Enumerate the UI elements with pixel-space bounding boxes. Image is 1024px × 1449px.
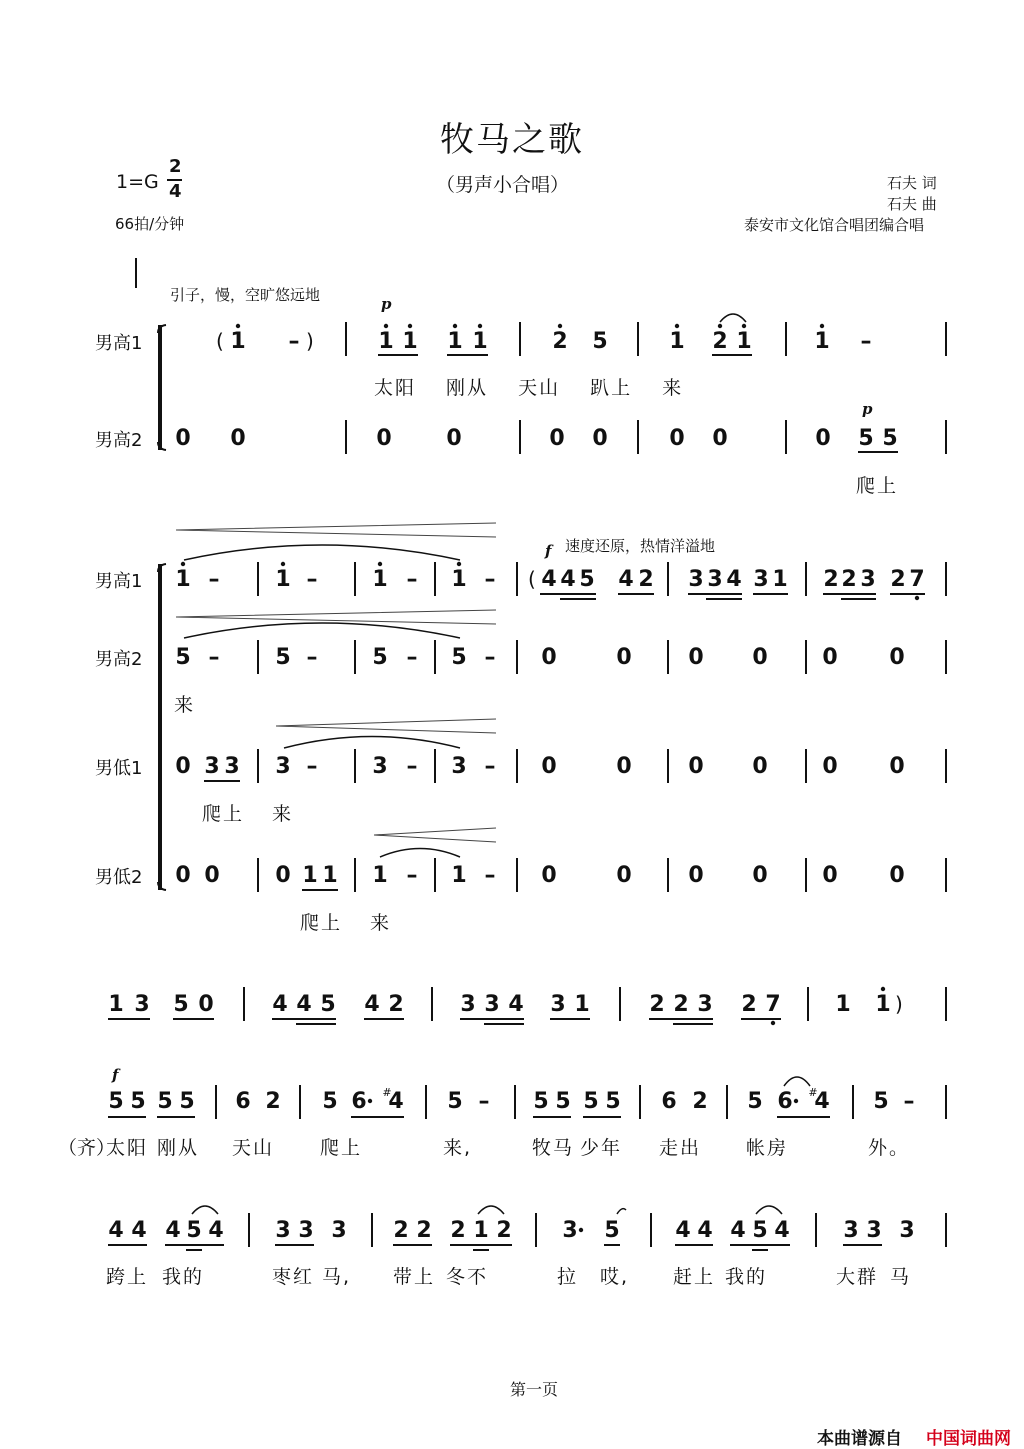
slur <box>756 1206 782 1214</box>
note: 4 <box>726 567 742 592</box>
note: 5 <box>592 329 608 354</box>
note: 4 <box>364 992 380 1017</box>
lyric: 牧马 <box>532 1137 575 1159</box>
note: 5 <box>372 645 388 670</box>
note: 2 <box>552 329 568 354</box>
note: 3 <box>331 1218 347 1243</box>
note: 0 <box>175 863 191 888</box>
slur <box>478 1206 504 1214</box>
paren: ( <box>528 567 536 591</box>
octave-dot <box>742 324 746 328</box>
tie <box>184 545 460 560</box>
note: 5 <box>873 1089 889 1114</box>
note: 4 <box>618 567 634 592</box>
paren: ) <box>306 329 314 353</box>
note: 1 <box>835 992 851 1017</box>
tempo: 66拍/分钟 <box>115 215 185 233</box>
octave-dot <box>181 562 185 566</box>
octave-dot <box>453 324 457 328</box>
note: 0 <box>549 426 565 451</box>
note: 5 <box>157 1089 173 1114</box>
note: 1 <box>669 329 685 354</box>
lyric: 来, <box>443 1137 473 1159</box>
note: 1 <box>175 567 191 592</box>
note: 5 <box>175 645 191 670</box>
note: 2 <box>712 329 728 354</box>
tie <box>380 849 460 858</box>
note: 0 <box>616 754 632 779</box>
note: 5 <box>583 1089 599 1114</box>
note: 3 <box>899 1218 915 1243</box>
note: 0 <box>712 426 728 451</box>
note: 1 <box>322 863 338 888</box>
note: 3 <box>753 567 769 592</box>
note: 0 <box>822 754 838 779</box>
aug-dot <box>368 1099 372 1103</box>
note: 0 <box>175 426 191 451</box>
note: 6 <box>777 1089 793 1114</box>
lyric: 我的 <box>162 1266 205 1288</box>
octave-dot <box>881 987 885 991</box>
note: 2 <box>638 567 654 592</box>
note: 1 <box>372 863 388 888</box>
note: 1 <box>230 329 246 354</box>
note: 0 <box>541 863 557 888</box>
note: 5 <box>186 1218 202 1243</box>
note: 4 <box>208 1218 224 1243</box>
note: 5 <box>320 992 336 1017</box>
note: 0 <box>230 426 246 451</box>
note: 4 <box>508 992 524 1017</box>
lyrics-line: 爬上 <box>202 803 245 825</box>
voice-label-tenor1: 男高1 <box>95 571 143 592</box>
note: 4 <box>388 1089 404 1114</box>
note: 5 <box>130 1089 146 1114</box>
arranger: 泰安市文化馆合唱团编合唱 <box>744 216 925 234</box>
lyric: 马, <box>322 1266 352 1288</box>
note: 4 <box>108 1218 124 1243</box>
crescendo-hairpin <box>374 828 496 842</box>
note: 4 <box>560 567 576 592</box>
source-label: 本曲谱源自 <box>817 1429 902 1449</box>
note: 0 <box>822 863 838 888</box>
lyric: 我的 <box>725 1266 768 1288</box>
note: 1 <box>372 567 388 592</box>
lyric: 赶上 <box>673 1266 716 1288</box>
unison-mark: （齐） <box>58 1137 116 1159</box>
crescendo-hairpin <box>276 719 496 733</box>
note: 1 <box>378 329 394 354</box>
direction-tempo: 速度还原，热情洋溢地 <box>565 537 716 555</box>
note: 1 <box>772 567 788 592</box>
note: 1 <box>108 992 124 1017</box>
note: 2 <box>388 992 404 1017</box>
lyrics-line: 来 <box>174 694 196 716</box>
lyricist: 石夫 词 <box>887 174 937 192</box>
note: 6 <box>351 1089 367 1114</box>
lyrics-line: 太阳 刚从 天山 趴上 来 <box>374 377 684 399</box>
slur <box>784 1077 810 1086</box>
note: 7 <box>765 992 781 1017</box>
dash: – <box>406 863 418 888</box>
lyric: 外。 <box>868 1137 911 1159</box>
lyric: 少年 <box>580 1137 623 1159</box>
note: 2 <box>265 1089 281 1114</box>
dash: – <box>484 645 496 670</box>
dash: – <box>478 1089 490 1114</box>
note: 4 <box>697 1218 713 1243</box>
dash: – <box>306 567 318 592</box>
note: 3 <box>275 1218 291 1243</box>
note: 5 <box>173 992 189 1017</box>
note: 5 <box>605 1089 621 1114</box>
note: 2 <box>416 1218 432 1243</box>
note: 1 <box>302 863 318 888</box>
note: 5 <box>882 426 898 451</box>
glide-mark <box>617 1209 626 1214</box>
note: 6 <box>235 1089 251 1114</box>
paren: ) <box>895 992 903 1016</box>
note: 5 <box>179 1089 195 1114</box>
note: 4 <box>272 992 288 1017</box>
note: 2 <box>496 1218 512 1243</box>
note: 0 <box>275 863 291 888</box>
note: 0 <box>688 754 704 779</box>
song-subtitle: （男声小合唱） <box>436 174 570 196</box>
dash: – <box>903 1089 915 1114</box>
note: 2 <box>823 567 839 592</box>
aug-dot <box>794 1099 798 1103</box>
note: 3 <box>275 754 291 779</box>
paren: ( <box>216 329 224 353</box>
note: 0 <box>752 863 768 888</box>
voice-label-tenor2: 男高2 <box>95 430 143 451</box>
dash: – <box>208 645 220 670</box>
dash: – <box>484 863 496 888</box>
note: 1 <box>451 863 467 888</box>
note: 3 <box>550 992 566 1017</box>
note: 1 <box>875 992 891 1017</box>
note: 5 <box>858 426 874 451</box>
note: 0 <box>822 645 838 670</box>
voice-label-bass2: 男低2 <box>95 867 143 888</box>
sharp: # <box>382 1086 392 1099</box>
note: 1 <box>402 329 418 354</box>
note: 0 <box>541 754 557 779</box>
note: 4 <box>814 1089 830 1114</box>
dash: – <box>306 645 318 670</box>
voice-label-tenor1: 男高1 <box>95 333 143 354</box>
note: 3 <box>688 567 704 592</box>
lyric: 冬不 <box>446 1266 489 1288</box>
direction-intro: 引子，慢，空旷悠远地 <box>170 286 321 304</box>
note: 1 <box>473 1218 489 1243</box>
octave-dot <box>378 562 382 566</box>
lyric: 跨上 <box>106 1266 149 1288</box>
lyric: 走出 <box>659 1137 702 1159</box>
note: 3 <box>460 992 476 1017</box>
dynamic-mark: p <box>862 400 873 418</box>
lyric: 帐房 <box>746 1137 789 1159</box>
note: 0 <box>175 754 191 779</box>
octave-dot <box>558 324 562 328</box>
note: 4 <box>774 1218 790 1243</box>
note: 1 <box>451 567 467 592</box>
note: 0 <box>688 863 704 888</box>
note: 1 <box>447 329 463 354</box>
note: 5 <box>533 1089 549 1114</box>
lyric: 哎, <box>600 1266 630 1288</box>
crescendo-hairpin <box>176 610 496 624</box>
slur <box>192 1206 218 1214</box>
dash: – <box>306 754 318 779</box>
note: 5 <box>447 1089 463 1114</box>
note: 3 <box>451 754 467 779</box>
dash: – <box>484 754 496 779</box>
tie <box>284 737 460 749</box>
aug-dot <box>579 1228 583 1232</box>
dash: – <box>406 754 418 779</box>
lyrics-line: 爬上 <box>300 912 343 934</box>
song-title: 牧马之歌 <box>440 120 584 160</box>
note: 2 <box>692 1089 708 1114</box>
lyrics-line: 爬上 <box>856 475 899 497</box>
octave-dot <box>236 324 240 328</box>
note: 3 <box>843 1218 859 1243</box>
note: 5 <box>752 1218 768 1243</box>
note: 3 <box>707 567 723 592</box>
octave-dot <box>675 324 679 328</box>
note: 0 <box>541 645 557 670</box>
octave-dot <box>384 324 388 328</box>
note: 0 <box>688 645 704 670</box>
lyric: 爬上 <box>320 1137 363 1159</box>
lyric: 拉 <box>557 1266 579 1288</box>
note: 7 <box>909 567 925 592</box>
notation-marks <box>108 322 946 1250</box>
dash: – <box>406 567 418 592</box>
lyrics-line: 来 <box>370 912 392 934</box>
note: 2 <box>393 1218 409 1243</box>
tie <box>184 623 460 638</box>
dynamic-mark: f <box>112 1066 119 1084</box>
note: 2 <box>673 992 689 1017</box>
octave-dot <box>457 562 461 566</box>
note: 3 <box>866 1218 882 1243</box>
note: 0 <box>616 863 632 888</box>
note: 5 <box>604 1218 620 1243</box>
note: 3 <box>860 567 876 592</box>
note: 6 <box>661 1089 677 1114</box>
note: 3 <box>372 754 388 779</box>
note: 1 <box>736 329 752 354</box>
note: 2 <box>450 1218 466 1243</box>
note: 2 <box>741 992 757 1017</box>
dynamic-mark: f <box>545 542 552 560</box>
lyric: 天山 <box>232 1137 275 1159</box>
note: 0 <box>889 863 905 888</box>
lyric: 大群 <box>836 1266 879 1288</box>
time-signature-bottom: 4 <box>169 181 182 202</box>
octave-dot <box>408 324 412 328</box>
note: 0 <box>815 426 831 451</box>
dynamic-mark: p <box>381 295 392 313</box>
note: 0 <box>889 645 905 670</box>
composer: 石夫 曲 <box>887 195 937 213</box>
note: 2 <box>841 567 857 592</box>
note: 3 <box>298 1218 314 1243</box>
note: 0 <box>376 426 392 451</box>
voice-label-bass1: 男低1 <box>95 758 143 779</box>
note: 5 <box>747 1089 763 1114</box>
sharp: # <box>808 1086 818 1099</box>
note: 3 <box>697 992 713 1017</box>
octave-dot <box>771 1021 775 1025</box>
note: 1 <box>472 329 488 354</box>
lyric: 刚从 <box>157 1137 200 1159</box>
lyric: 太阳 <box>106 1137 149 1159</box>
source-site: 中国词曲网 <box>926 1429 1011 1449</box>
note: 2 <box>890 567 906 592</box>
lyric: 枣红 <box>272 1266 315 1288</box>
note: 4 <box>131 1218 147 1243</box>
note: 5 <box>108 1089 124 1114</box>
note: 0 <box>446 426 462 451</box>
note: 4 <box>730 1218 746 1243</box>
note: 2 <box>649 992 665 1017</box>
lyric: 带上 <box>393 1266 436 1288</box>
note: 0 <box>616 645 632 670</box>
octave-dot <box>478 324 482 328</box>
note: 0 <box>752 754 768 779</box>
note: 0 <box>889 754 905 779</box>
dash: – <box>406 645 418 670</box>
dash: – <box>208 567 220 592</box>
note: 5 <box>451 645 467 670</box>
note: 5 <box>579 567 595 592</box>
note: 3 <box>134 992 150 1017</box>
note: 3 <box>562 1218 578 1243</box>
octave-dot <box>281 562 285 566</box>
key-signature: 1=G <box>116 171 159 193</box>
slur <box>720 314 746 322</box>
voice-label-tenor2: 男高2 <box>95 649 143 670</box>
crescendo-hairpin <box>176 523 496 537</box>
dash: – <box>288 329 300 354</box>
note: 1 <box>574 992 590 1017</box>
note: 5 <box>275 645 291 670</box>
note: 1 <box>814 329 830 354</box>
note: 1 <box>275 567 291 592</box>
note: 4 <box>296 992 312 1017</box>
note: 5 <box>555 1089 571 1114</box>
note: 4 <box>675 1218 691 1243</box>
note: 4 <box>541 567 557 592</box>
note: 0 <box>752 645 768 670</box>
lyrics-line: 来 <box>272 803 294 825</box>
time-signature-top: 2 <box>169 156 182 177</box>
page-number: 第一页 <box>510 1380 559 1399</box>
note: 0 <box>669 426 685 451</box>
octave-dot <box>820 324 824 328</box>
note: 3 <box>224 754 240 779</box>
note: 3 <box>484 992 500 1017</box>
note: 3 <box>204 754 220 779</box>
octave-dot <box>915 596 919 600</box>
dash: – <box>860 329 872 354</box>
note: 0 <box>204 863 220 888</box>
note: 4 <box>165 1218 181 1243</box>
lyric: 马 <box>890 1266 912 1288</box>
note: 5 <box>322 1089 338 1114</box>
note: 0 <box>198 992 214 1017</box>
octave-dot <box>718 324 722 328</box>
note: 0 <box>592 426 608 451</box>
dash: – <box>484 567 496 592</box>
